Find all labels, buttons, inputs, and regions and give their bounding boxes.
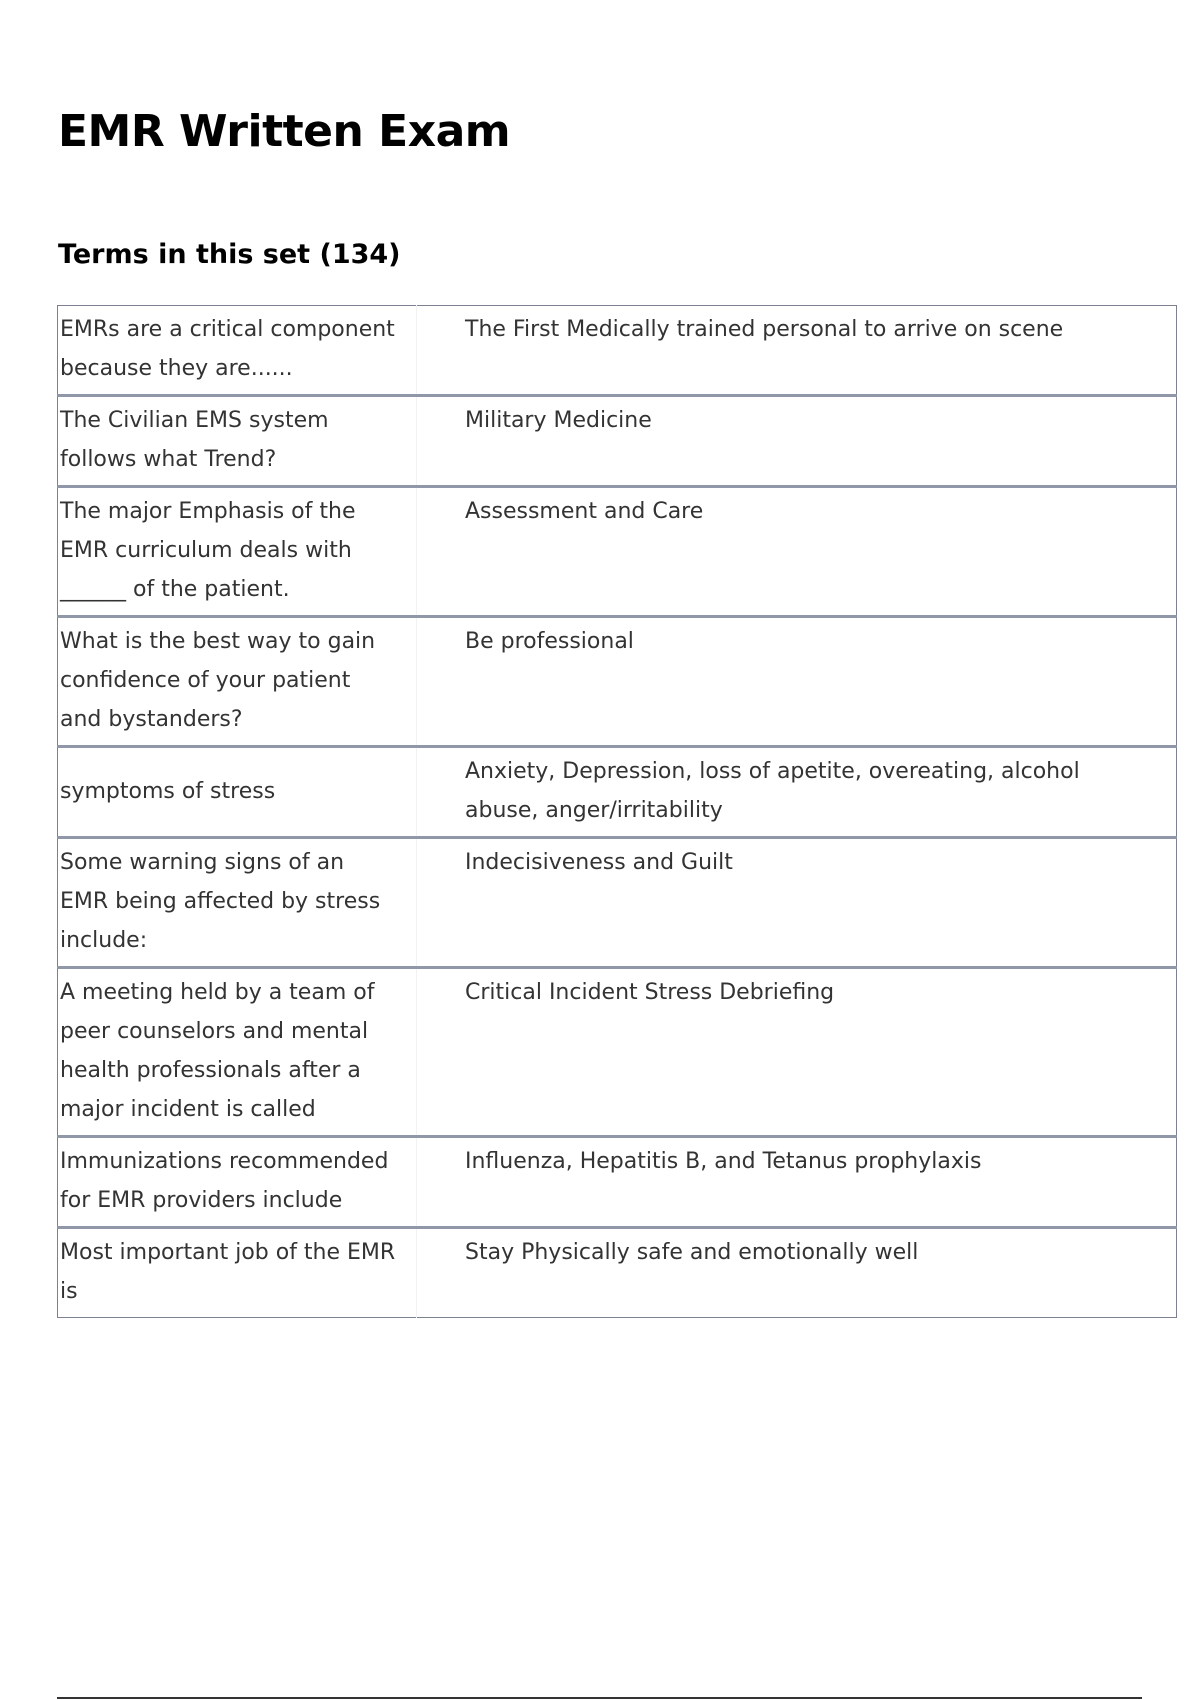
term-text: EMRs are a critical component because they are......	[58, 306, 417, 396]
term-text: Most important job of the EMR is	[58, 1228, 417, 1318]
term-row	[58, 747, 1177, 838]
footer-divider	[57, 1697, 1142, 1699]
page-title: EMR Written Exam	[58, 106, 511, 157]
term-row	[58, 306, 1177, 396]
term-text: What is the best way to gain confidence of your patient and bystanders?	[58, 617, 417, 747]
term-row	[58, 1137, 1177, 1228]
definition-text: Anxiety, Depression, loss of apetite, overeating, alcohol abuse, anger/irritability	[465, 759, 1080, 823]
terms-count-heading: Terms in this set (134)	[58, 239, 401, 270]
term-row	[58, 617, 1177, 747]
definition-text: Stay Physically safe and emotionally well	[465, 1240, 919, 1265]
term-text: symptoms of stress	[58, 747, 417, 838]
term-row	[58, 487, 1177, 617]
term-row	[58, 968, 1177, 1137]
term-row	[58, 838, 1177, 968]
definition-text: Influenza, Hepatitis B, and Tetanus prophylaxis	[465, 1149, 982, 1174]
term-text: Immunizations recommended for EMR providers include	[58, 1137, 417, 1228]
definition-text: Military Medicine	[465, 408, 652, 433]
definition-text: Assessment and Care	[465, 499, 704, 524]
definition-text: The First Medically trained personal to arrive on scene	[465, 317, 1064, 342]
term-row	[58, 1228, 1177, 1318]
definition-text: Indecisiveness and Guilt	[465, 850, 733, 875]
definition-text: Critical Incident Stress Debriefing	[465, 980, 835, 1005]
term-text: A meeting held by a team of peer counselors and mental health professionals after a major incident is called	[58, 968, 417, 1137]
term-text: The Civilian EMS system follows what Trend?	[58, 396, 417, 487]
term-text: Some warning signs of an EMR being affected by stress include:	[58, 838, 417, 968]
terms-table	[57, 305, 1177, 1318]
definition-text: Be professional	[465, 629, 634, 654]
term-text: The major Emphasis of the EMR curriculum deals with ______ of the patient.	[58, 487, 417, 617]
term-row	[58, 396, 1177, 487]
